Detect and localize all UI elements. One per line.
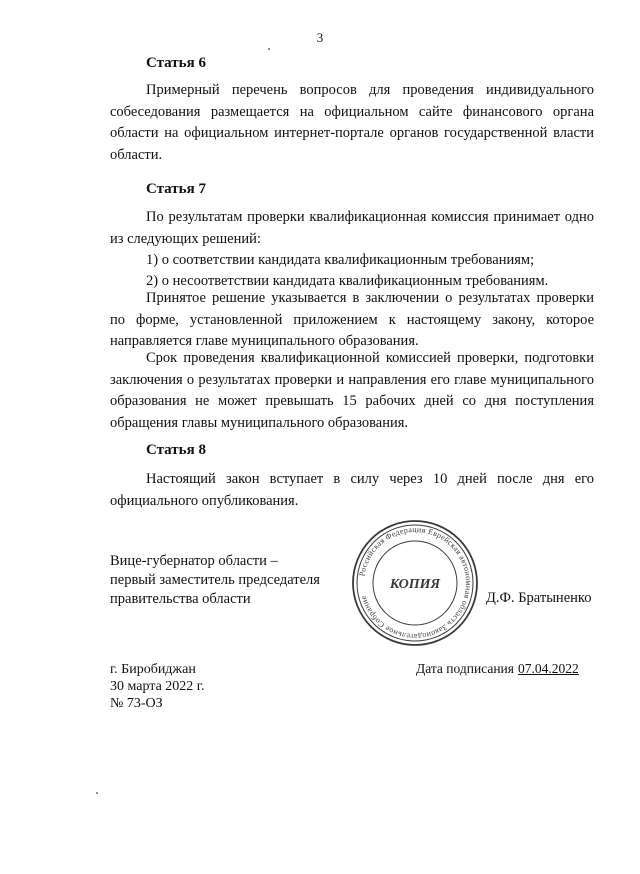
signing-date (416, 661, 579, 677)
law-number: № 73-ОЗ (110, 696, 163, 711)
stamp-ring-text: Российская Федерация Еврейская автономная область Законодательное Собрание (357, 524, 474, 642)
article-7-list-item-2: 2) о несоответствии кандидата квалификационным требованиям. (146, 273, 549, 289)
scan-speck (268, 48, 270, 50)
article-7-paragraph-2: Принятое решение указывается в заключении о результатах проверки по форме, установленной приложением к настоящему закону, которое направляется главе муниципального образования. (110, 290, 594, 349)
page-number: 3 (316, 30, 324, 45)
signatory-title (110, 552, 320, 609)
signatory-title-line-3: правительства области (110, 591, 251, 607)
article-8-heading: Статья 8 (146, 442, 206, 458)
adoption-date: 30 марта 2022 г. (110, 679, 205, 694)
place-and-date (110, 661, 204, 712)
official-stamp (350, 518, 480, 648)
signing-date-value: 07.04.2022 (518, 661, 579, 676)
signatory-name: Д.Ф. Братыненко (486, 590, 592, 606)
article-6-heading: Статья 6 (146, 55, 206, 71)
article-6-paragraph: Примерный перечень вопросов для проведения индивидуального собеседования размещается на официальном сайте финансового органа области на официальном интернет-портале органов государственной власти области. (110, 82, 594, 163)
scan-speck (96, 792, 98, 794)
stamp-center-text: КОПИЯ (389, 577, 441, 592)
signatory-title-line-2: первый заместитель председателя (110, 572, 320, 588)
city: г. Биробиджан (110, 662, 196, 677)
article-7-list-item-1: 1) о соответствии кандидата квалификационным требованиям; (146, 252, 535, 268)
article-7-paragraph-1: По результатам проверки квалификационная комиссия принимает одно из следующих решений: (110, 209, 594, 247)
signatory-title-line-1: Вице-губернатор области – (110, 553, 278, 569)
article-7-paragraph-3: Срок проведения квалификационной комиссией проверки, подготовки заключения о результатах проверки и направления его главе муниципального образования не может превышать 15 рабочих дней со дня поступления обращения главы муниципального образования. (110, 350, 594, 431)
article-7-heading: Статья 7 (146, 181, 206, 197)
signing-date-label: Дата подписания (416, 661, 514, 676)
article-8-paragraph: Настоящий закон вступает в силу через 10 дней после дня его официального опубликования. (110, 471, 594, 509)
